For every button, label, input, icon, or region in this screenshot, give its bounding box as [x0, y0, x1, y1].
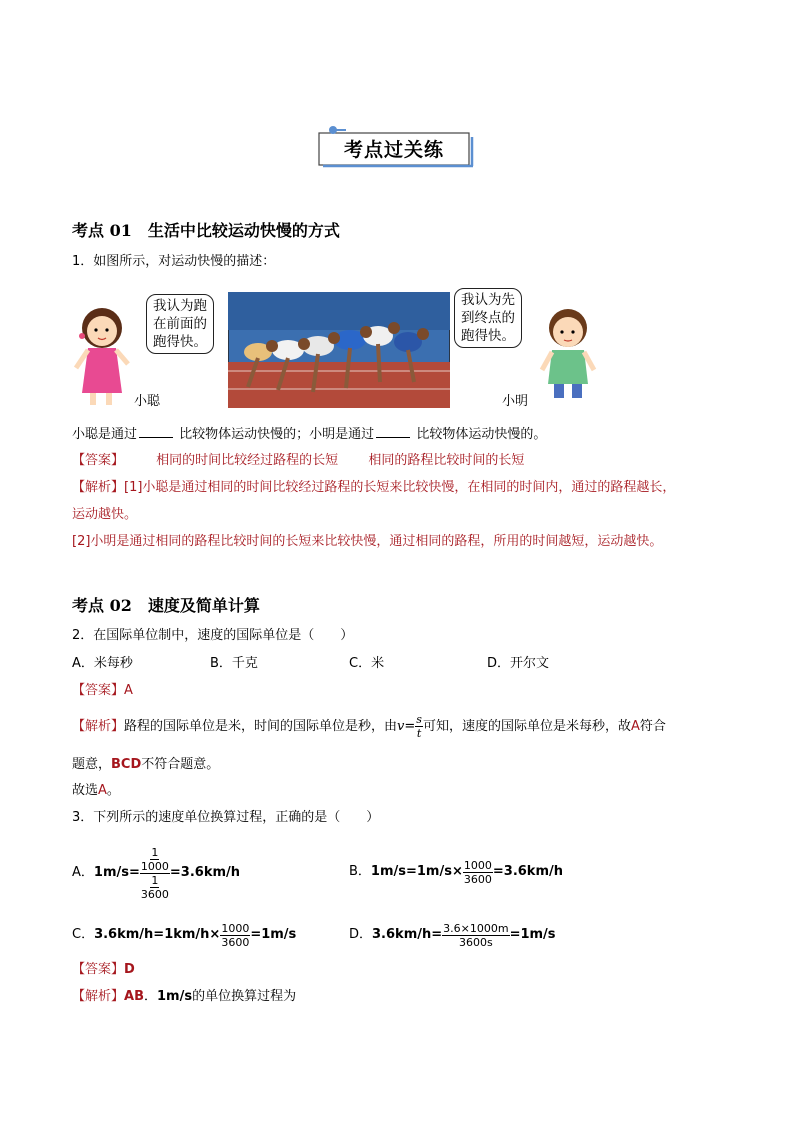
q3-opt-a-fraction: [140, 846, 170, 901]
q3-opt-d-num: 3.6×1000m: [443, 921, 509, 935]
q2-analysis-1: [72, 713, 666, 740]
q3-opt-a-d2: 3600: [140, 887, 169, 901]
q2-conclusion: [72, 782, 120, 800]
banner-title: 考点过关练: [343, 139, 444, 161]
q2-opt-a[interactable]: A．米每秒: [72, 656, 133, 671]
q3-opt-b-den: 3600: [463, 872, 492, 886]
q2-analysis-tail: 符合: [639, 719, 666, 734]
q3-opt-d-pre: 3.6km/h=: [372, 927, 443, 942]
q1-analysis-3: [2]小明是通过相同的路程比较时间的长短来比较快慢，通过相同的路程，所用的时间越短，运动越快。: [72, 534, 663, 549]
q3-opt-c[interactable]: [72, 918, 296, 952]
q2-opt-b[interactable]: B．千克: [210, 656, 258, 671]
q3-opt-b-num: 1000: [463, 858, 492, 872]
q2-opt-c[interactable]: C．米: [349, 656, 385, 671]
q3-opt-b-post: =3.6km/h: [492, 864, 563, 879]
banner: [316, 126, 476, 168]
section2-heading: 考点 02 速度及简单计算: [72, 596, 260, 615]
q3-opt-b[interactable]: [349, 855, 563, 889]
q1-blank-2[interactable]: [376, 425, 410, 438]
section1-heading: 考点 01 生活中比较运动快慢的方式: [72, 221, 340, 240]
q1-fill-c: 比较物体运动快慢的。: [416, 427, 547, 442]
q1-fill-a: 小聪是通过: [72, 427, 138, 442]
q1-answer: [72, 452, 524, 470]
q2-analysis-line2-post: 不符合题意。: [141, 757, 220, 772]
q2-analysis-pre: 路程的国际单位是米，时间的国际单位是秒，由: [124, 719, 398, 734]
q3-opt-a-bottom: [140, 874, 170, 901]
q3-opt-b-fraction: [463, 859, 493, 886]
q1-analysis-2: 运动越快。: [72, 507, 138, 522]
q3-opt-a-d1: 1: [151, 873, 159, 887]
q3-analysis-dot: ．: [144, 989, 158, 1004]
q3-opt-b-pre: 1m/s=1m/s×: [370, 864, 463, 879]
analysis-label: 【解析】: [72, 719, 125, 734]
q2-analysis-2: [72, 756, 219, 774]
q3-opt-a-top: [140, 846, 170, 873]
name-left: 小聪: [134, 394, 161, 409]
q1-fill-b: 比较物体运动快慢的；小明是通过: [179, 427, 375, 442]
name-right: 小明: [502, 394, 529, 409]
q2-opt-d[interactable]: D．开尔文: [487, 656, 550, 671]
q2-answer-value: A: [124, 683, 133, 698]
q1-analysis-1: [72, 479, 675, 497]
q1-analysis-text-1: [1]小聪是通过相同的时间比较经过路程的长短来比较快慢，在相同的时间内，通过的路程越长，: [124, 480, 676, 495]
q3-opt-c-den: 3600: [221, 935, 250, 949]
q3-opt-b-label: B．: [349, 864, 371, 879]
q2-answer: [72, 682, 133, 700]
bubble-right-line: 跑得快。: [461, 328, 515, 344]
q3-opt-a-pre: 1m/s=: [93, 865, 140, 880]
bubble-left-line: 跑得快。: [153, 334, 207, 350]
q3-stem: 3．下列所示的速度单位换算过程，正确的是（ ）: [72, 810, 380, 825]
bubble-right-line: 我认为先: [461, 292, 515, 308]
answer-label: 【答案】: [72, 962, 125, 977]
analysis-label: 【解析】: [72, 480, 125, 495]
answer-label: 【答案】: [72, 683, 125, 698]
q2-analysis-post: 可知，速度的国际单位是米每秒，故: [422, 719, 631, 734]
q3-opt-c-post: =1m/s: [250, 927, 297, 942]
q1-answer-1: 相同的时间比较经过路程的长短: [156, 453, 339, 468]
q3-opt-a-label: A．: [72, 865, 94, 880]
answer-label: 【答案】: [72, 453, 125, 468]
q3-opt-d[interactable]: [349, 918, 556, 952]
q1-fill-line: [72, 425, 546, 444]
formula-eq: =: [404, 719, 416, 734]
q3-opt-c-label: C．: [72, 927, 95, 942]
q3-opt-d-post: =1m/s: [509, 927, 556, 942]
q2-conclusion-pre: 故选: [72, 783, 99, 798]
formula-v: v: [397, 719, 405, 734]
q2-stem: 2．在国际单位制中，速度的国际单位是（ ）: [72, 628, 354, 643]
sprinters-photo: [228, 292, 450, 408]
q2-analysis-bcd: BCD: [111, 757, 142, 772]
formula-fraction: [415, 713, 423, 740]
q3-opt-c-pre: 3.6km/h=1km/h×: [94, 927, 221, 942]
girl-figure: [72, 298, 140, 408]
q3-answer-value: D: [124, 962, 135, 977]
bubble-right-line: 到终点的: [461, 310, 515, 326]
bubble-left: [146, 294, 214, 354]
q1-answer-2: 相同的路程比较时间的长短: [368, 453, 525, 468]
q1-blank-1[interactable]: [139, 425, 173, 438]
q3-opt-c-fraction: [220, 922, 250, 949]
q2-analysis-a: A: [630, 719, 640, 734]
q3-opt-a-post: =3.6km/h: [169, 865, 241, 880]
q2-conclusion-post: 。: [106, 783, 120, 798]
q3-opt-a-n1: 1: [151, 845, 159, 859]
boy-figure: [538, 302, 604, 402]
formula-num: s: [416, 713, 422, 726]
q3-opt-d-label: D．: [349, 927, 373, 942]
q2-analysis-line2-pre: 题意，: [72, 757, 112, 772]
q1-stem: 1．如图所示，对运动快慢的描述：: [72, 254, 276, 269]
analysis-label: 【解析】: [72, 989, 125, 1004]
q3-opt-c-num: 1000: [221, 921, 250, 935]
formula-den: t: [416, 727, 422, 740]
bubble-left-line: 我认为跑: [153, 298, 207, 314]
q3-opt-a[interactable]: [72, 838, 240, 908]
q3-opt-a-n2: 1000: [140, 859, 169, 873]
q3-analysis-unit: 1m/s: [157, 989, 193, 1004]
q3-opt-d-den: 3600s: [458, 935, 493, 949]
bubble-right: [454, 288, 522, 348]
q3-answer: [72, 961, 135, 979]
q1-figure: [72, 286, 612, 412]
q3-analysis-ab: AB: [124, 989, 144, 1004]
q3-analysis-text: 的单位换算过程为: [192, 989, 297, 1004]
bubble-left-line: 在前面的: [153, 316, 207, 332]
q3-opt-d-fraction: [442, 922, 509, 949]
q2-conclusion-a: A: [98, 783, 107, 798]
q3-analysis: [72, 988, 296, 1006]
